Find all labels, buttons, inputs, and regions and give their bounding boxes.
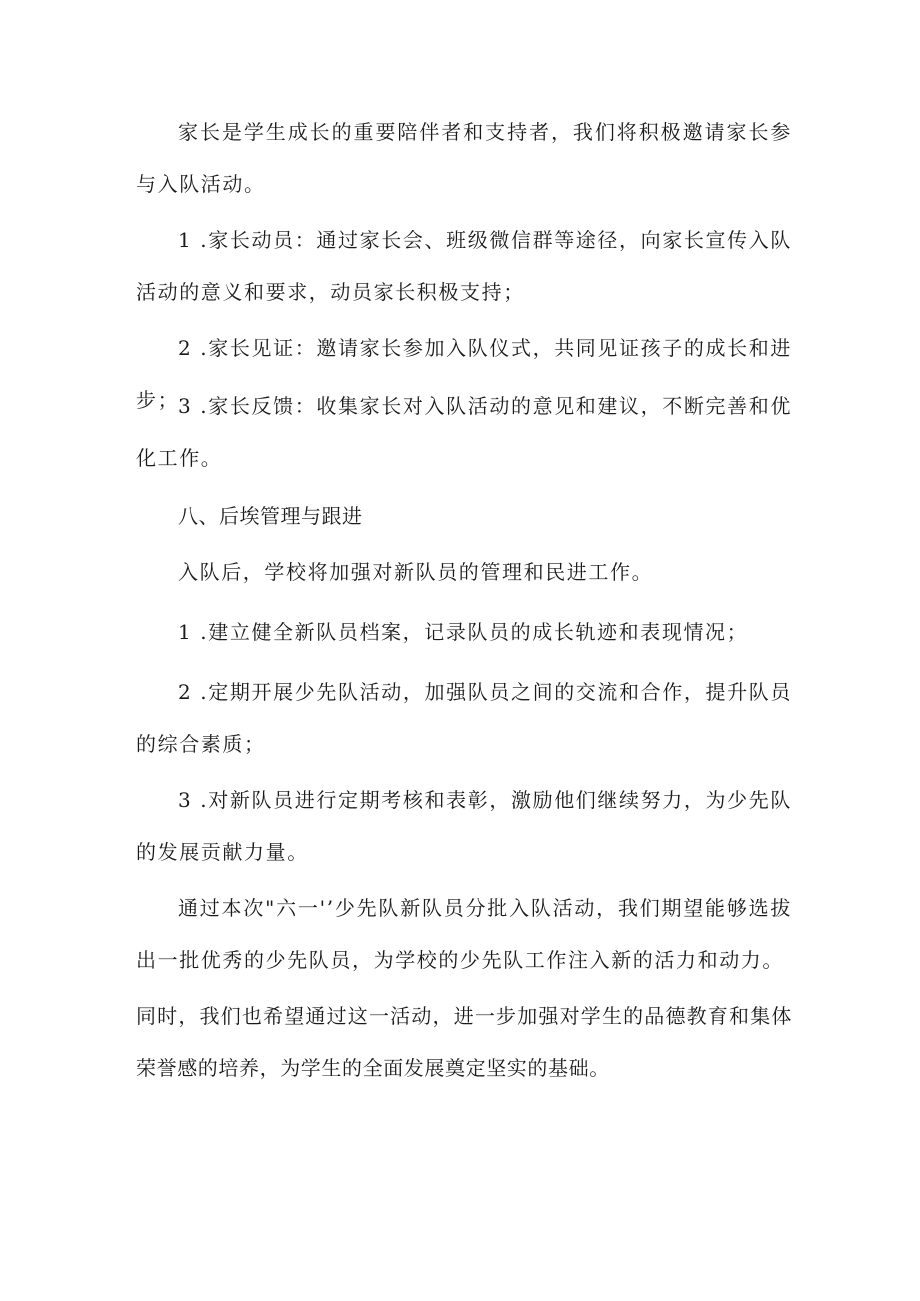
- section-heading-management: 八、后埃管理与跟进: [178, 504, 363, 528]
- paragraph-archive: 1 .建立健全新队员档案，记录队员的成长轨迹和表现情况；: [178, 620, 749, 644]
- paragraph-activities: 2 .定期开展少先队活动，加强队员之间的交流和合作，提升队员的综合素质；: [136, 680, 792, 756]
- paragraph-parent-involvement: 家长是学生成长的重要陪伴者和支持者，我们将积极邀请家长参与入队活动。: [136, 120, 792, 196]
- paragraph-conclusion: 通过本次"六一'’少先队新队员分批入队活动，我们期望能够选拔出一批优秀的少先队员，为学校的少先队工作注入新的活力和动力。: [136, 896, 792, 972]
- paragraph-parent-witness: 2 .家长见证：邀请家长参加入队仪式，共同见证孩子的成长和进步；: [136, 336, 792, 412]
- paragraph-parent-feedback: 3 .家长反馈：收集家长对入队活动的意见和建议，不断完善和优化工作。: [136, 394, 792, 470]
- paragraph-evaluation: 3 .对新队员进行定期考核和表彰，激励他们继续努力，为少先队的发展贡献力量。: [136, 788, 792, 864]
- paragraph-after-joining: 入队后，学校将加强对新队员的管理和民进工作。: [178, 560, 654, 584]
- paragraph-final: 同时，我们也希望通过这一活动，进一步加强对学生的品德教育和集体荣誉感的培养，为学生的全面发展奠定坚实的基础。: [136, 1004, 792, 1080]
- paragraph-parent-mobilization: 1 .家长动员：通过家长会、班级微信群等途径，向家长宣传入队活动的意义和要求，动员家长积极支持；: [136, 228, 792, 304]
